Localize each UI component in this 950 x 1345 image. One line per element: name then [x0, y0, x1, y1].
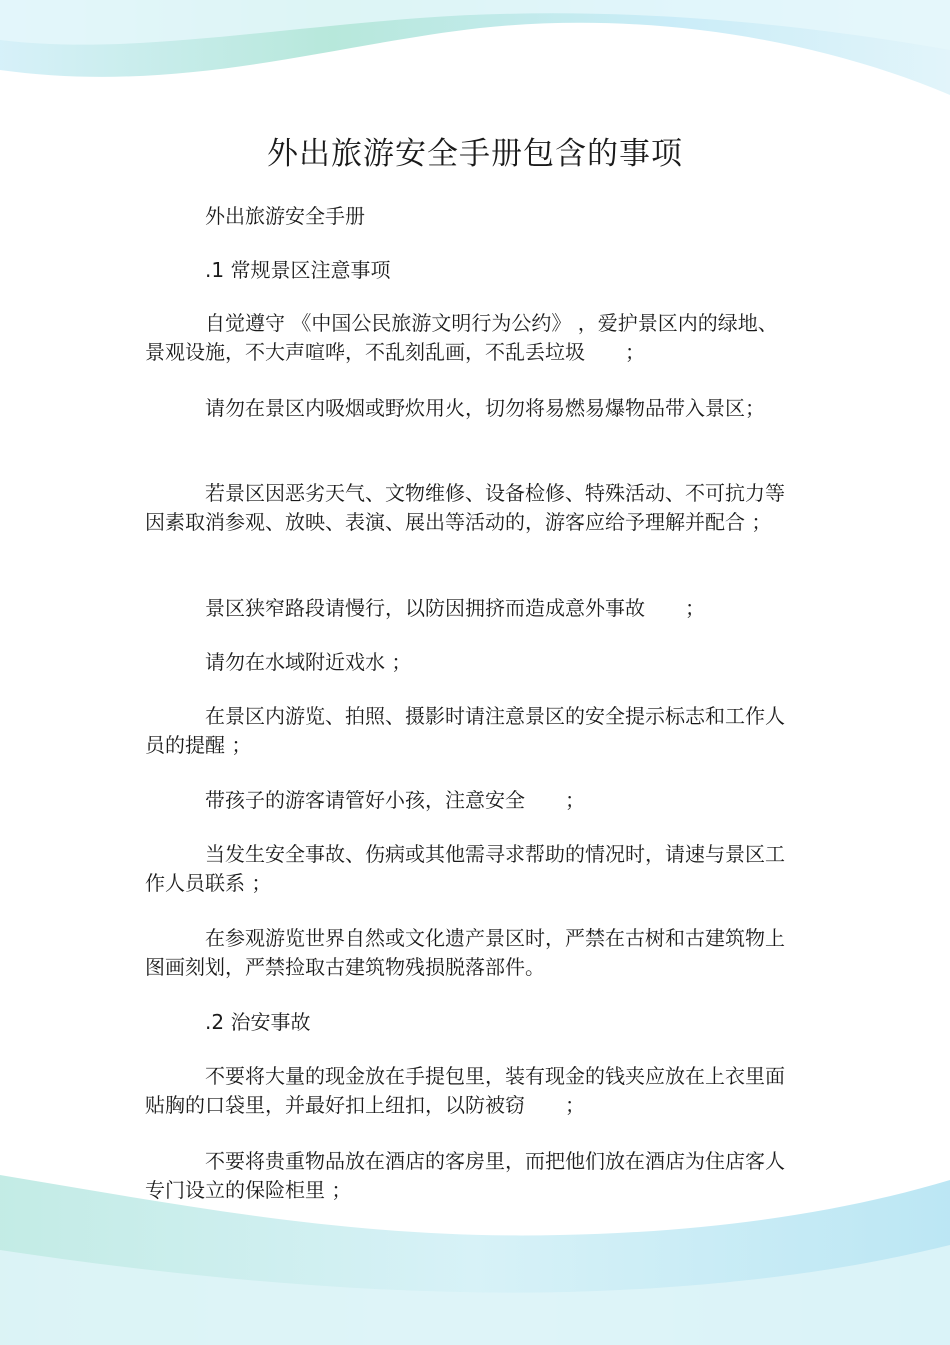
paragraph: 若景区因恶劣天气、文物维修、设备检修、特殊活动、不可抗力等因素取消参观、放映、表演、展出等活动的，游客应给予理解并配合 ； [145, 481, 785, 534]
subtitle: 外出旅游安全手册 [205, 204, 365, 228]
paragraph: 不要将贵重物品放在酒店的客房里，而把他们放在酒店为住店客人专门设立的保险柜里 ； [145, 1149, 785, 1202]
paragraph: 带孩子的游客请管好小孩，注意安全 ； [205, 788, 585, 812]
paragraph: 请勿在景区内吸烟或野炊用火，切勿将易燃易爆物品带入景区； [205, 396, 765, 420]
document-title: 外出旅游安全手册包含的事项 [267, 136, 683, 172]
section-heading-2: .2 治安事故 [205, 1010, 311, 1034]
paragraph: 在参观游览世界自然或文化遗产景区时，严禁在古树和古建筑物上图画刻划，严禁捡取古建筑物残损脱落部件。 [145, 926, 785, 979]
paragraph: 请勿在水域附近戏水 ； [205, 650, 412, 674]
paragraph: 自觉遵守 《中国公民旅游文明行为公约》 ，爱护景区内的绿地、景观设施，不大声喧哗，不乱刻乱画，不乱丢垃圾 ； [145, 311, 778, 364]
paragraph: 景区狭窄路段请慢行，以防因拥挤而造成意外事故 ； [205, 596, 705, 620]
paragraph: 在景区内游览、拍照、摄影时请注意景区的安全提示标志和工作人员的提醒 ； [145, 704, 785, 757]
paragraph: 不要将大量的现金放在手提包里，装有现金的钱夹应放在上衣里面贴胸的口袋里，并最好扣上纽扣，以防被窃 ； [145, 1064, 785, 1117]
section-heading-1: .1 常规景区注意事项 [205, 258, 391, 282]
paragraph: 当发生安全事故、伤病或其他需寻求帮助的情况时，请速与景区工作人员联系 ； [145, 842, 785, 895]
